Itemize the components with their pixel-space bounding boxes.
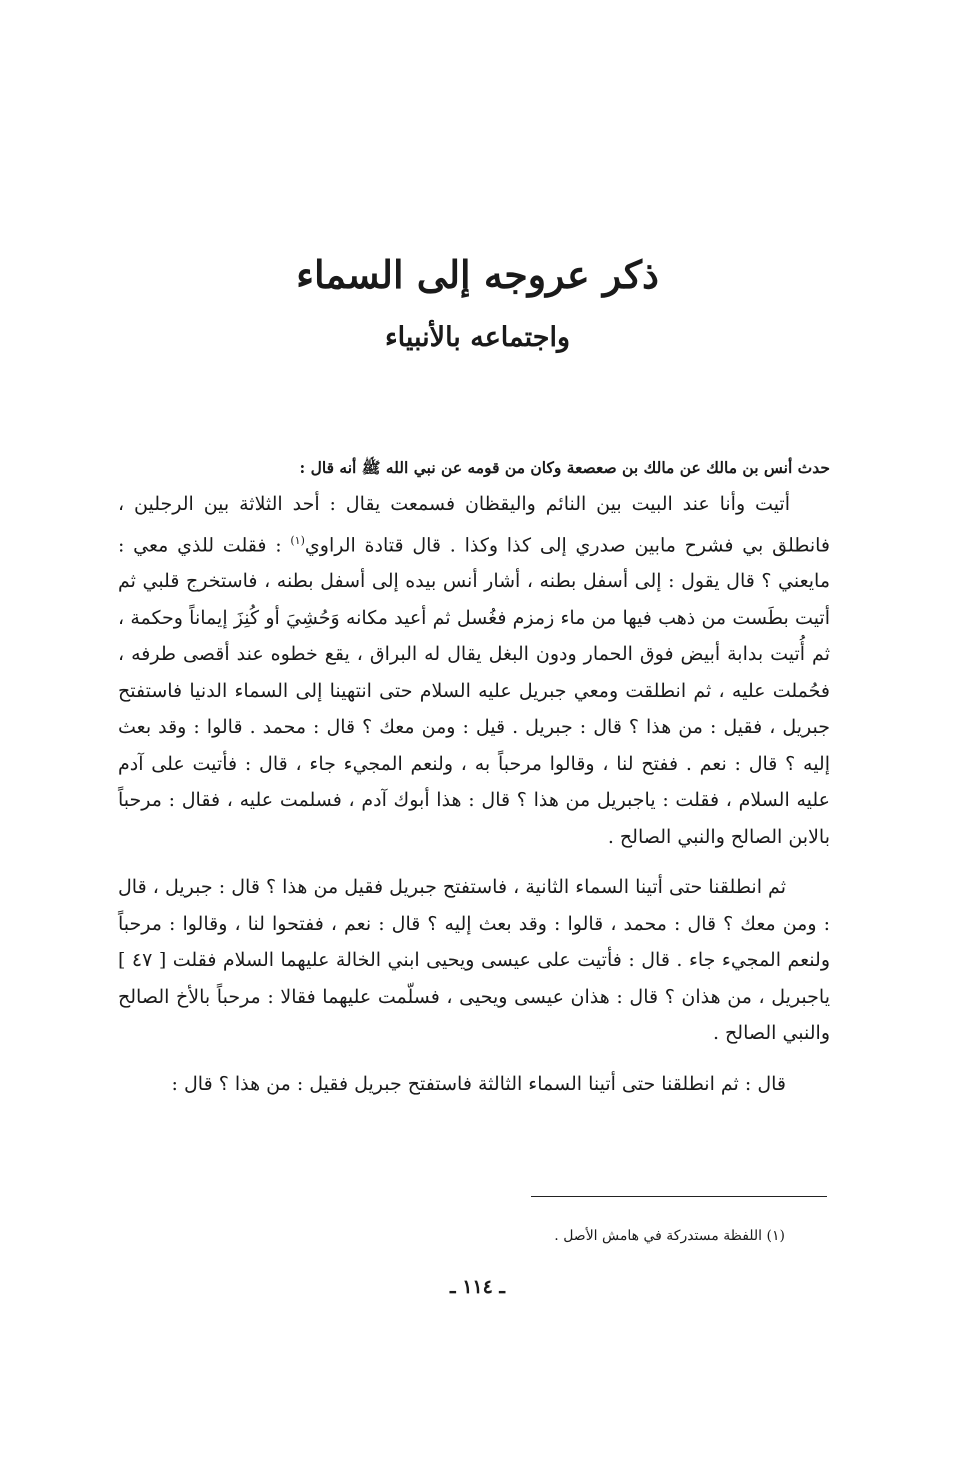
- footnote-marker: (١): [290, 533, 305, 547]
- chapter-subtitle: واجتماعه بالأنبياء: [384, 322, 571, 353]
- footnote-text: (١) اللفظة مستدركة في هامش الأصل .: [554, 1228, 785, 1244]
- main-text: [118, 455, 830, 1116]
- paragraph-2: ثم انطلقنا حتى أتينا السماء الثانية ، فاستفتح جبريل فقيل من هذا ؟ قال : جبريل ، قال : ومن معك ؟ قال : محمد ، قالوا : وقد بعث إليه ؟ قال : نعم ، ففتحوا لنا ، وقالوا : مرحباً ولنعم المجيء جاء . قال : فأتيت على عيسى ويحيى ابني الخالة عليهما السلام فقلت [ ٤٧ ] ياجبريل ، من هذان ؟ قال : هذان عيسى ويحيى ، فسلّمت عليهما فقالا : مرحباً بالأخ الصالح والنبي الصالح .: [118, 876, 831, 1045]
- paragraph-1: [118, 486, 830, 855]
- paragraph-3: قال : ثم انطلقنا حتى أتينا السماء الثالثة فاستفتح جبريل فقيل : من هذا ؟ قال :: [171, 1072, 786, 1095]
- paragraph-1-text-a: أتيت وأنا عند البيت بين النائم واليقظان فسمعت يقال : أحد الثلاثة بين الرجلين ، فانطلق بي فشرح مابين صدري إلى كذا وكذا . قال قتادة الراوي: [118, 493, 830, 556]
- chapter-title: ذكر عروجه إلى السماء: [296, 252, 659, 297]
- isnad-line: حدث أنس بن مالك عن مالك بن صعصعة وكان من قومه عن نبي الله ﷺ أنه قال :: [299, 458, 830, 477]
- page-number: ـ ١١٤ ـ: [450, 1276, 505, 1298]
- paragraph-1-text-b: : فقلت للذي معي : مايعني ؟ قال يقول : إلى أسفل بطنه ، أشار أنس بيده إلى أسفل بطنه ، فاستخرج قلبي ثم أتيت بطَست من ذهب فيها من ماء زمزم فغُسل ثم أعيد مكانه وَحُشِيَ أو كُنِزَ إيماناً وحكمة ، ثم أُتيت بدابة أبيض فوق الحمار ودون البغل يقال له البراق ، يقع خطوه عند أقصى طرفه ، فحُملت عليه ، ثم انطلقت ومعي جبريل عليه السلام حتى انتهينا إلى السماء الدنيا فاستفتح جبريل ، فقيل : من هذا ؟ قال : جبريل . قيل : ومن معك ؟ قال : محمد . قالوا : وقد بعث إليه ؟ قال : نعم . ففتح لنا ، وقالوا مرحباً به ، ولنعم المجيء جاء ، قال : فأتيت على آدم عليه السلام ، فقلت : ياجبريل من هذا ؟ قال : هذا أبوك آدم ، فسلمت عليه ، فقال : مرحباً بالابن الصالح والنبي الصالح .: [118, 533, 830, 848]
- footnote-divider: [531, 1196, 827, 1197]
